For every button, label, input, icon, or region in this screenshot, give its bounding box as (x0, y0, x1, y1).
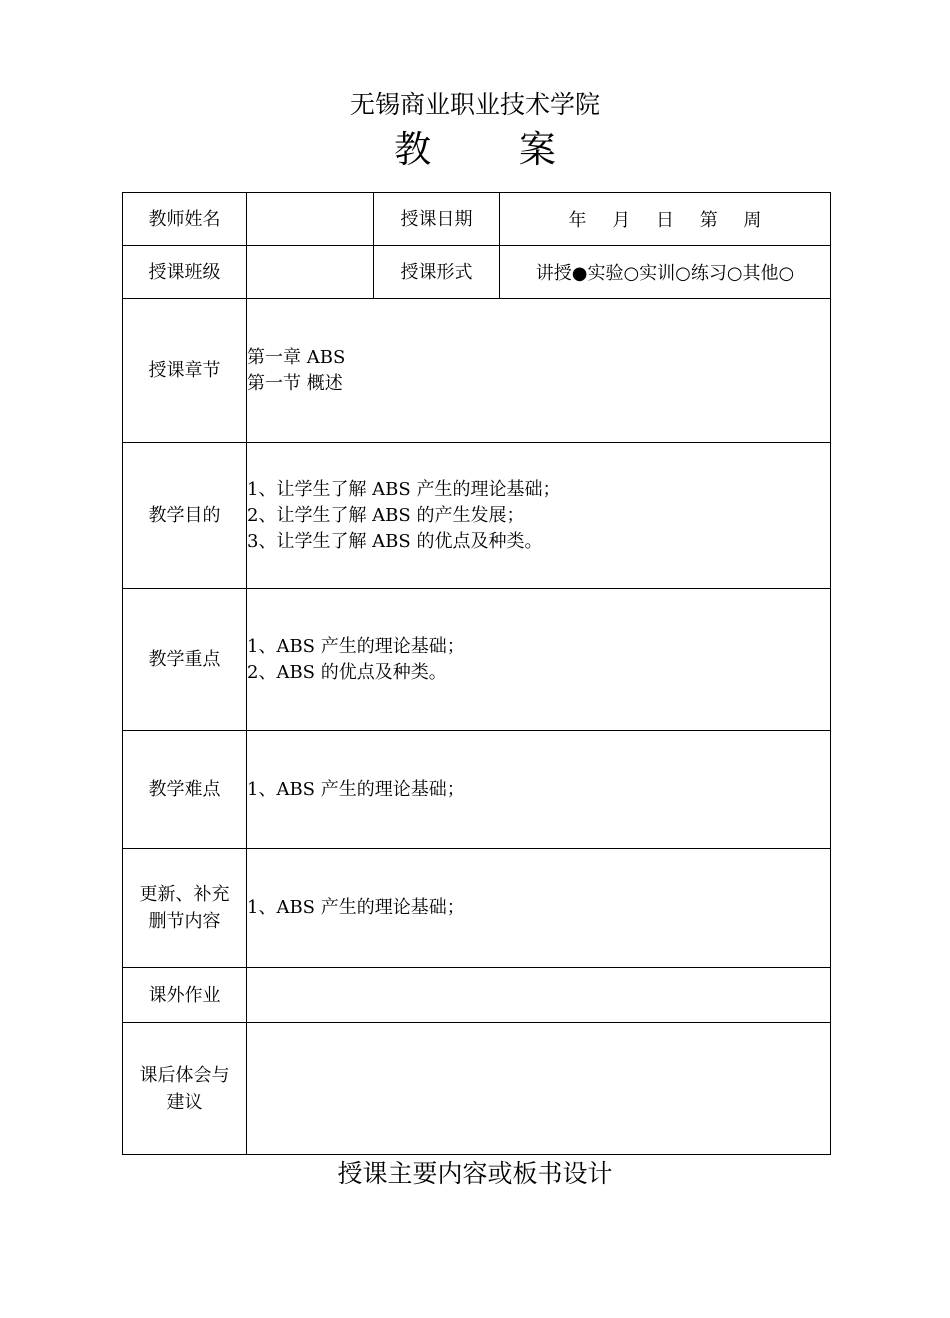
reflection-label (123, 1023, 247, 1155)
homework-label: 课外作业 (123, 968, 247, 1023)
document-title: 教 案 (394, 128, 594, 171)
table-row (123, 589, 831, 731)
table-row (123, 246, 831, 299)
key-point-item: 2、ABS 的优点及种类。 (247, 661, 447, 683)
table-row (123, 849, 831, 968)
update-content[interactable] (247, 849, 831, 968)
difficulties-content[interactable] (247, 731, 831, 849)
goals-label: 教学目的 (123, 443, 247, 589)
goal-item: 2、让学生了解 ABS 的产生发展； (247, 504, 525, 526)
chapter-label: 授课章节 (123, 299, 247, 443)
section-line: 第一节 概述 (247, 372, 343, 394)
difficulties-label: 教学难点 (123, 731, 247, 849)
chapter-line: 第一章 ABS (247, 346, 346, 368)
lesson-plan-table (122, 192, 831, 1155)
table-row (123, 443, 831, 589)
table-row (123, 968, 831, 1023)
lesson-date-field[interactable]: 年 月 日 第 周 (500, 193, 831, 246)
teacher-name-field[interactable] (247, 193, 374, 246)
table-row (123, 731, 831, 849)
goal-item: 1、让学生了解 ABS 产生的理论基础； (247, 478, 561, 500)
table-row (123, 299, 831, 443)
update-item: 1、ABS 产生的理论基础； (247, 897, 465, 918)
key-point-item: 1、ABS 产生的理论基础； (247, 635, 465, 657)
chapter-content[interactable] (247, 299, 831, 443)
class-field[interactable] (247, 246, 374, 299)
update-label (123, 849, 247, 968)
goal-item: 3、让学生了解 ABS 的优点及种类。 (247, 530, 543, 552)
update-label-line: 更新、补充 (139, 884, 230, 905)
school-name: 无锡商业职业技术学院 (349, 90, 600, 119)
board-design-heading: 授课主要内容或板书设计 (337, 1159, 613, 1188)
homework-field[interactable] (247, 968, 831, 1023)
difficulty-item: 1、ABS 产生的理论基础； (247, 778, 465, 800)
table-row (123, 193, 831, 246)
reflection-label-line: 课后体会与 (139, 1064, 230, 1086)
lesson-format-field[interactable]: 讲授●实验○实训○练习○其他○ (500, 246, 831, 299)
update-label-line: 删节内容 (148, 911, 221, 932)
key-points-content[interactable] (247, 589, 831, 731)
table-row (123, 1023, 831, 1155)
reflection-label-line: 建议 (166, 1091, 203, 1113)
teacher-name-label: 教师姓名 (123, 193, 247, 246)
key-points-label: 教学重点 (123, 589, 247, 731)
reflection-field[interactable] (247, 1023, 831, 1155)
lesson-format-label: 授课形式 (374, 246, 500, 299)
lesson-date-label: 授课日期 (374, 193, 500, 246)
class-label: 授课班级 (123, 246, 247, 299)
goals-content[interactable] (247, 443, 831, 589)
